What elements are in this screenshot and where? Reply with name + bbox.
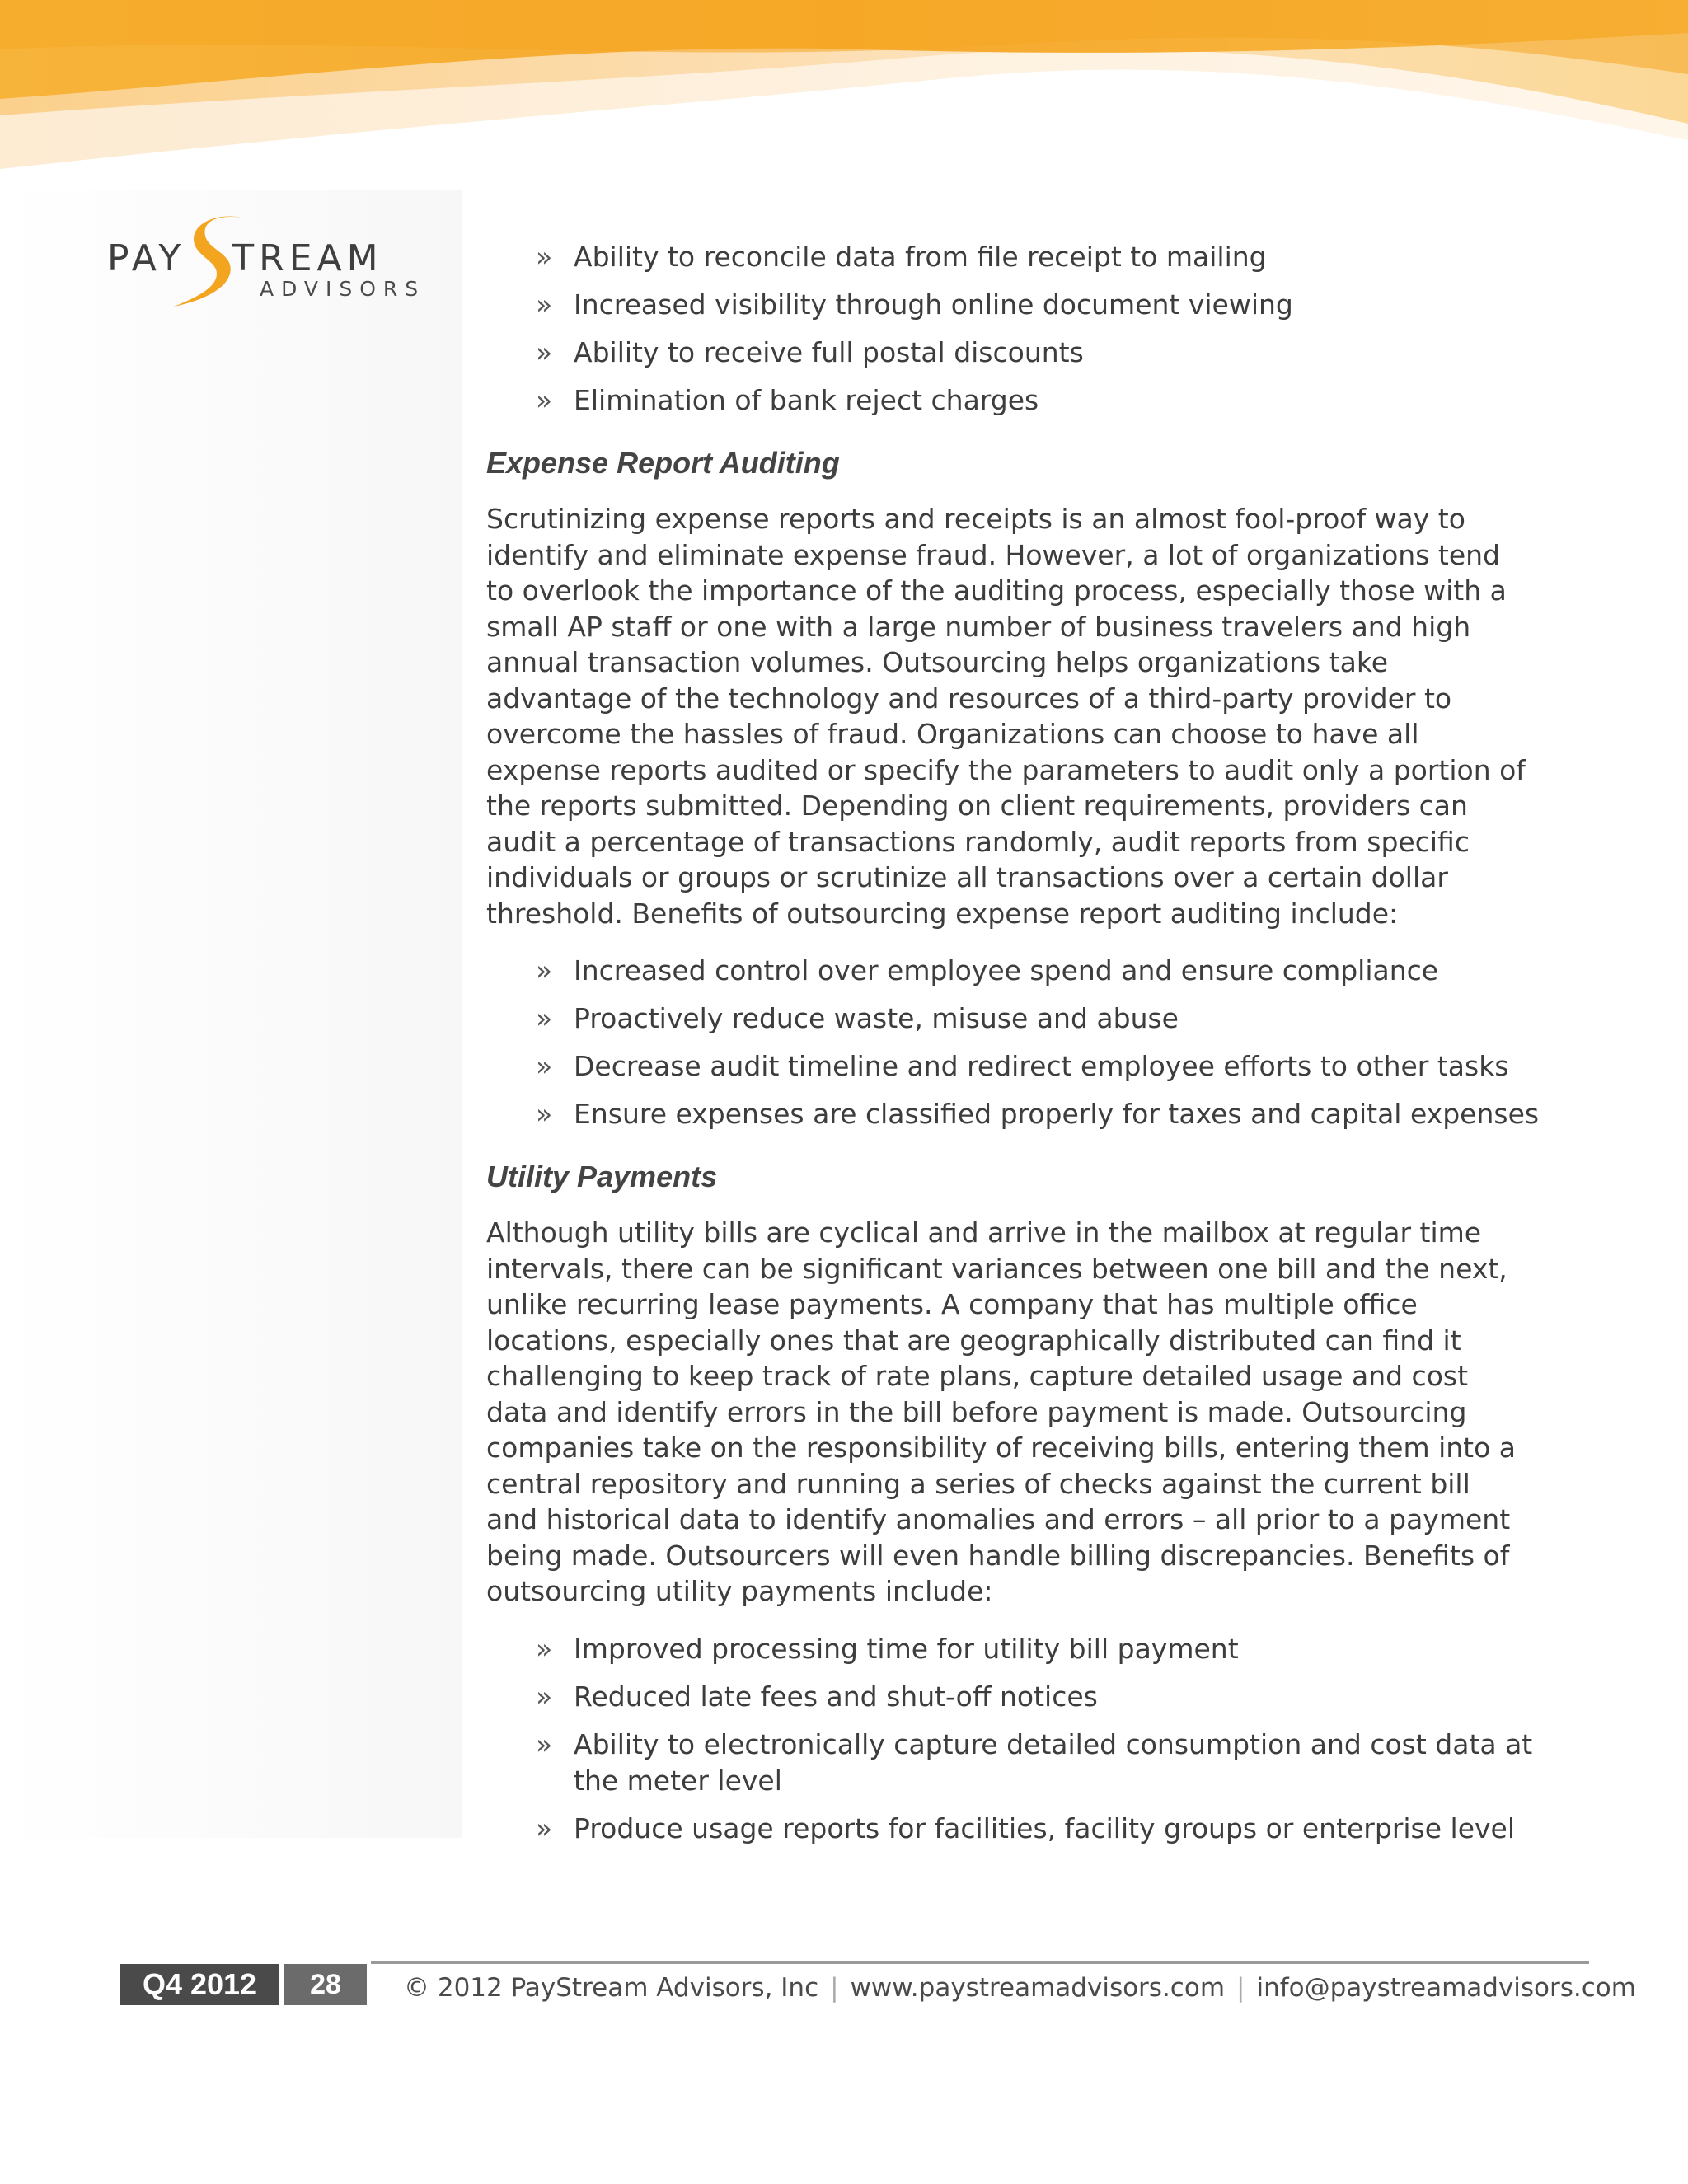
bullet-mark: » — [536, 954, 553, 987]
list-item-text: Ability to receive full postal discounts — [574, 336, 1084, 368]
bullet-mark: » — [536, 1811, 553, 1844]
section-heading-utility-payments: Utility Payments — [486, 1160, 718, 1193]
list-item-text: Increased control over employee spend and ensure compliance — [574, 954, 1439, 987]
section-paragraph-utility-payments: Although utility bills are cyclical and arrive in the mailbox at regular time intervals, there can be significant variances between one bill and the next, unlike recurring lease payments. A company that has multiple office locations, especially ones that are geographically distributed can find it challenging to keep track of rate plans, capture detailed usage and cost data and identify errors in the bill before payment is made. Outsourcing companies take on the responsibility of receiving bills, entering them into a central repository and running a series of checks against the current bill and historical data to identify anomalies and errors – all prior to a payment being made. Outsourcers will even handle billing discrepancies. Benefits of outsourcing utility payments include: — [486, 1216, 1517, 1607]
logo-word-pay: PAY — [107, 237, 186, 279]
utility-benefits-list — [486, 1631, 1541, 1847]
bullet-mark: » — [536, 1002, 553, 1034]
bullet-mark: » — [536, 1727, 553, 1760]
list-item — [486, 239, 1541, 275]
list-item — [486, 335, 1541, 371]
header-wave-graphic — [0, 0, 1688, 190]
list-item-text: Improved processing time for utility bill payment — [574, 1632, 1239, 1665]
list-item-text: Proactively reduce waste, misuse and abuse — [574, 1002, 1179, 1034]
section-heading-expense-report-auditing: Expense Report Auditing — [486, 446, 840, 480]
footer-website-link[interactable]: www.paystreamadvisors.com — [850, 1973, 1226, 2003]
list-item — [486, 1811, 1541, 1847]
list-item — [486, 1048, 1541, 1085]
top-bullet-list — [486, 239, 1541, 419]
logo-tagline: ADVISORS — [260, 277, 426, 301]
bullet-mark: » — [536, 1098, 553, 1130]
list-item-text: Ensure expenses are classified properly for taxes and capital expenses — [574, 1098, 1540, 1130]
list-item — [486, 382, 1541, 419]
footer-separator: | — [830, 1973, 839, 2003]
list-item — [486, 1727, 1541, 1799]
footer-copyright: © 2012 PayStream Advisors, Inc — [404, 1973, 819, 2003]
bullet-mark: » — [536, 288, 553, 321]
list-item-text: Produce usage reports for facilities, facility groups or enterprise level — [574, 1811, 1516, 1844]
list-item-text: Ability to electronically capture detailed consumption and cost data at the meter level — [574, 1727, 1533, 1797]
bullet-mark: » — [536, 1050, 553, 1082]
list-item — [486, 1001, 1541, 1037]
paystream-logo — [103, 206, 449, 313]
section-paragraph-expense-report-auditing: Scrutinizing expense reports and receipts is an almost fool-proof way to identify and eliminate expense fraud. However, a lot of organizations tend to overlook the importance of the auditing process, especially those with a small AP staff or one with a large number of business travelers and high annual transaction volumes. Outsourcing helps organizations take advantage of the technology and resources of a third-party provider to overcome the hassles of fraud. Organizations can choose to have all expense reports audited or specify the parameters to audit only a portion of the reports submitted. Depending on client requirements, providers can audit a percentage of transactions randomly, audit reports from specific individuals or groups or scrutinize all transactions over a certain dollar threshold. Benefits of outsourcing expense report auditing include: — [486, 503, 1526, 930]
logo-word-tream: TREAM — [232, 237, 383, 279]
expense-benefits-list — [486, 953, 1541, 1132]
list-item-text: Ability to reconcile data from file receipt to mailing — [574, 241, 1267, 273]
list-item — [486, 287, 1541, 323]
list-item-text: Reduced late fees and shut-off notices — [574, 1680, 1098, 1713]
bullet-mark: » — [536, 1680, 553, 1713]
list-item — [486, 1679, 1541, 1715]
logo-s-swoosh-icon — [169, 211, 260, 310]
list-item — [486, 953, 1541, 989]
left-margin-shade — [0, 190, 462, 1838]
footer-email-link[interactable]: info@paystreamadvisors.com — [1256, 1973, 1636, 2003]
list-item-text: Increased visibility through online document viewing — [574, 288, 1293, 321]
footer-divider — [371, 1961, 1589, 1964]
bullet-mark: » — [536, 384, 553, 416]
footer-page-number: 28 — [284, 1964, 367, 2005]
footer-separator: | — [1236, 1973, 1245, 2003]
bullet-mark: » — [536, 336, 553, 368]
bullet-mark: » — [536, 1632, 553, 1665]
list-item — [486, 1096, 1541, 1132]
bullet-mark: » — [536, 241, 553, 273]
footer-quarter-badge: Q4 2012 — [120, 1964, 279, 2005]
footer-info — [404, 1971, 1636, 2004]
list-item — [486, 1631, 1541, 1667]
list-item-text: Decrease audit timeline and redirect employee efforts to other tasks — [574, 1050, 1509, 1082]
list-item-text: Elimination of bank reject charges — [574, 384, 1039, 416]
main-content — [486, 239, 1541, 1858]
